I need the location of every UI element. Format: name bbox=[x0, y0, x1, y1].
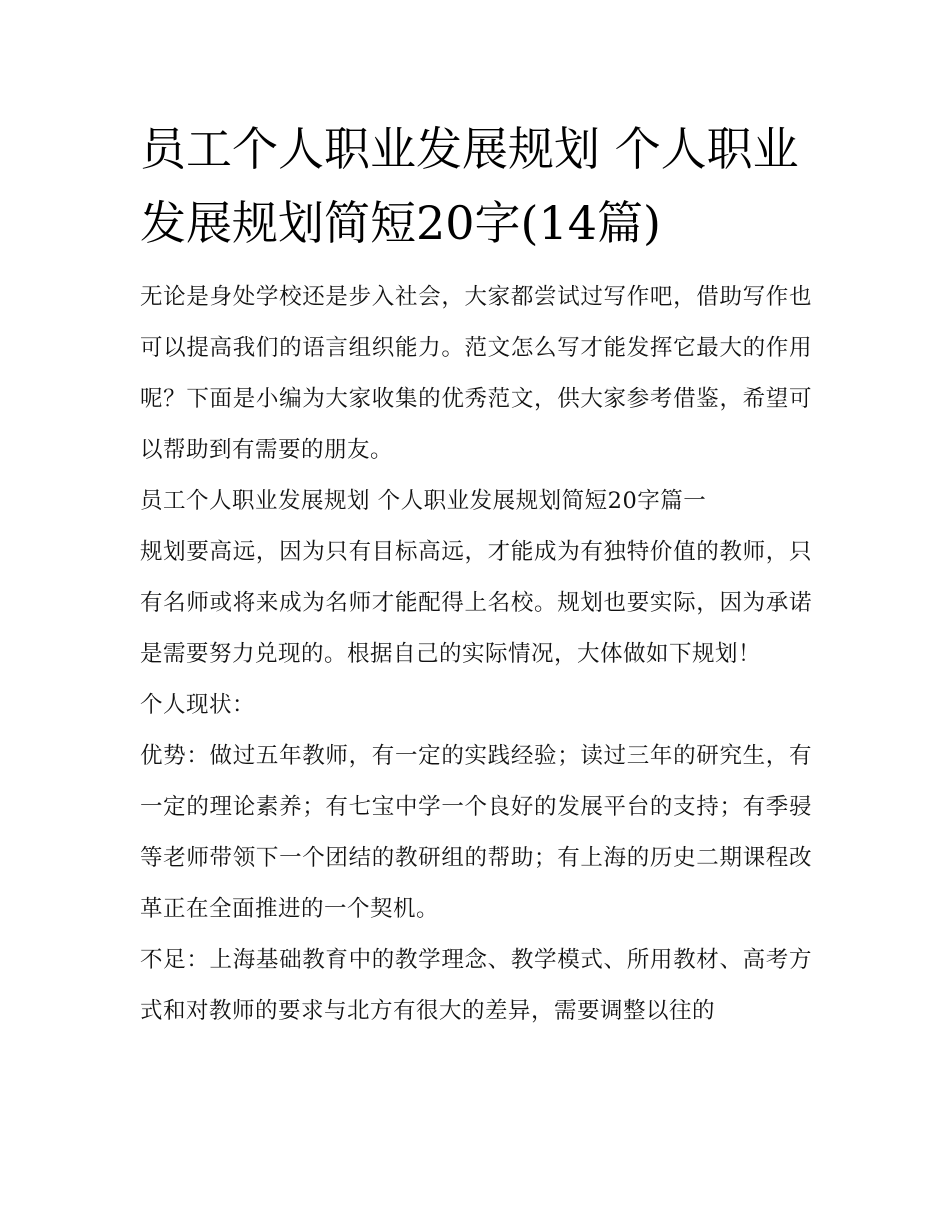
section-heading: 员工个人职业发展规划 个人职业发展规划简短20字篇一 bbox=[140, 488, 707, 514]
weaknesses-paragraph: 不足：上海基础教育中的教学理念、教学模式、所用教材、高考方式和对教师的要求与北方有很大的差异，需要调整以往的 bbox=[140, 947, 812, 1024]
document-title: 员工个人职业发展规划 个人职业发展规划简短20字(14篇) bbox=[140, 122, 799, 250]
planning-paragraph: 规划要高远，因为只有目标高远，才能成为有独特价值的教师，只有名师或将来成为名师才能配得上名校。规划也要实际，因为承诺是需要努力兑现的。根据自己的实际情况，大体做如下规划！ bbox=[140, 539, 812, 667]
intro-paragraph: 无论是身处学校还是步入社会，大家都尝试过写作吧，借助写作也可以提高我们的语言组织能力。范文怎么写才能发挥它最大的作用呢？下面是小编为大家收集的优秀范文，供大家参考借鉴，希望可以帮助到有需要的朋友。 bbox=[140, 284, 812, 463]
status-label: 个人现状： bbox=[140, 692, 256, 718]
document-body bbox=[140, 112, 812, 1037]
strengths-paragraph: 优势：做过五年教师，有一定的实践经验；读过三年的研究生，有一定的理论素养；有七宝中学一个良好的发展平台的支持；有季骎等老师带领下一个团结的教研组的帮助；有上海的历史二期课程改革正在全面推进的一个契机。 bbox=[140, 743, 812, 922]
